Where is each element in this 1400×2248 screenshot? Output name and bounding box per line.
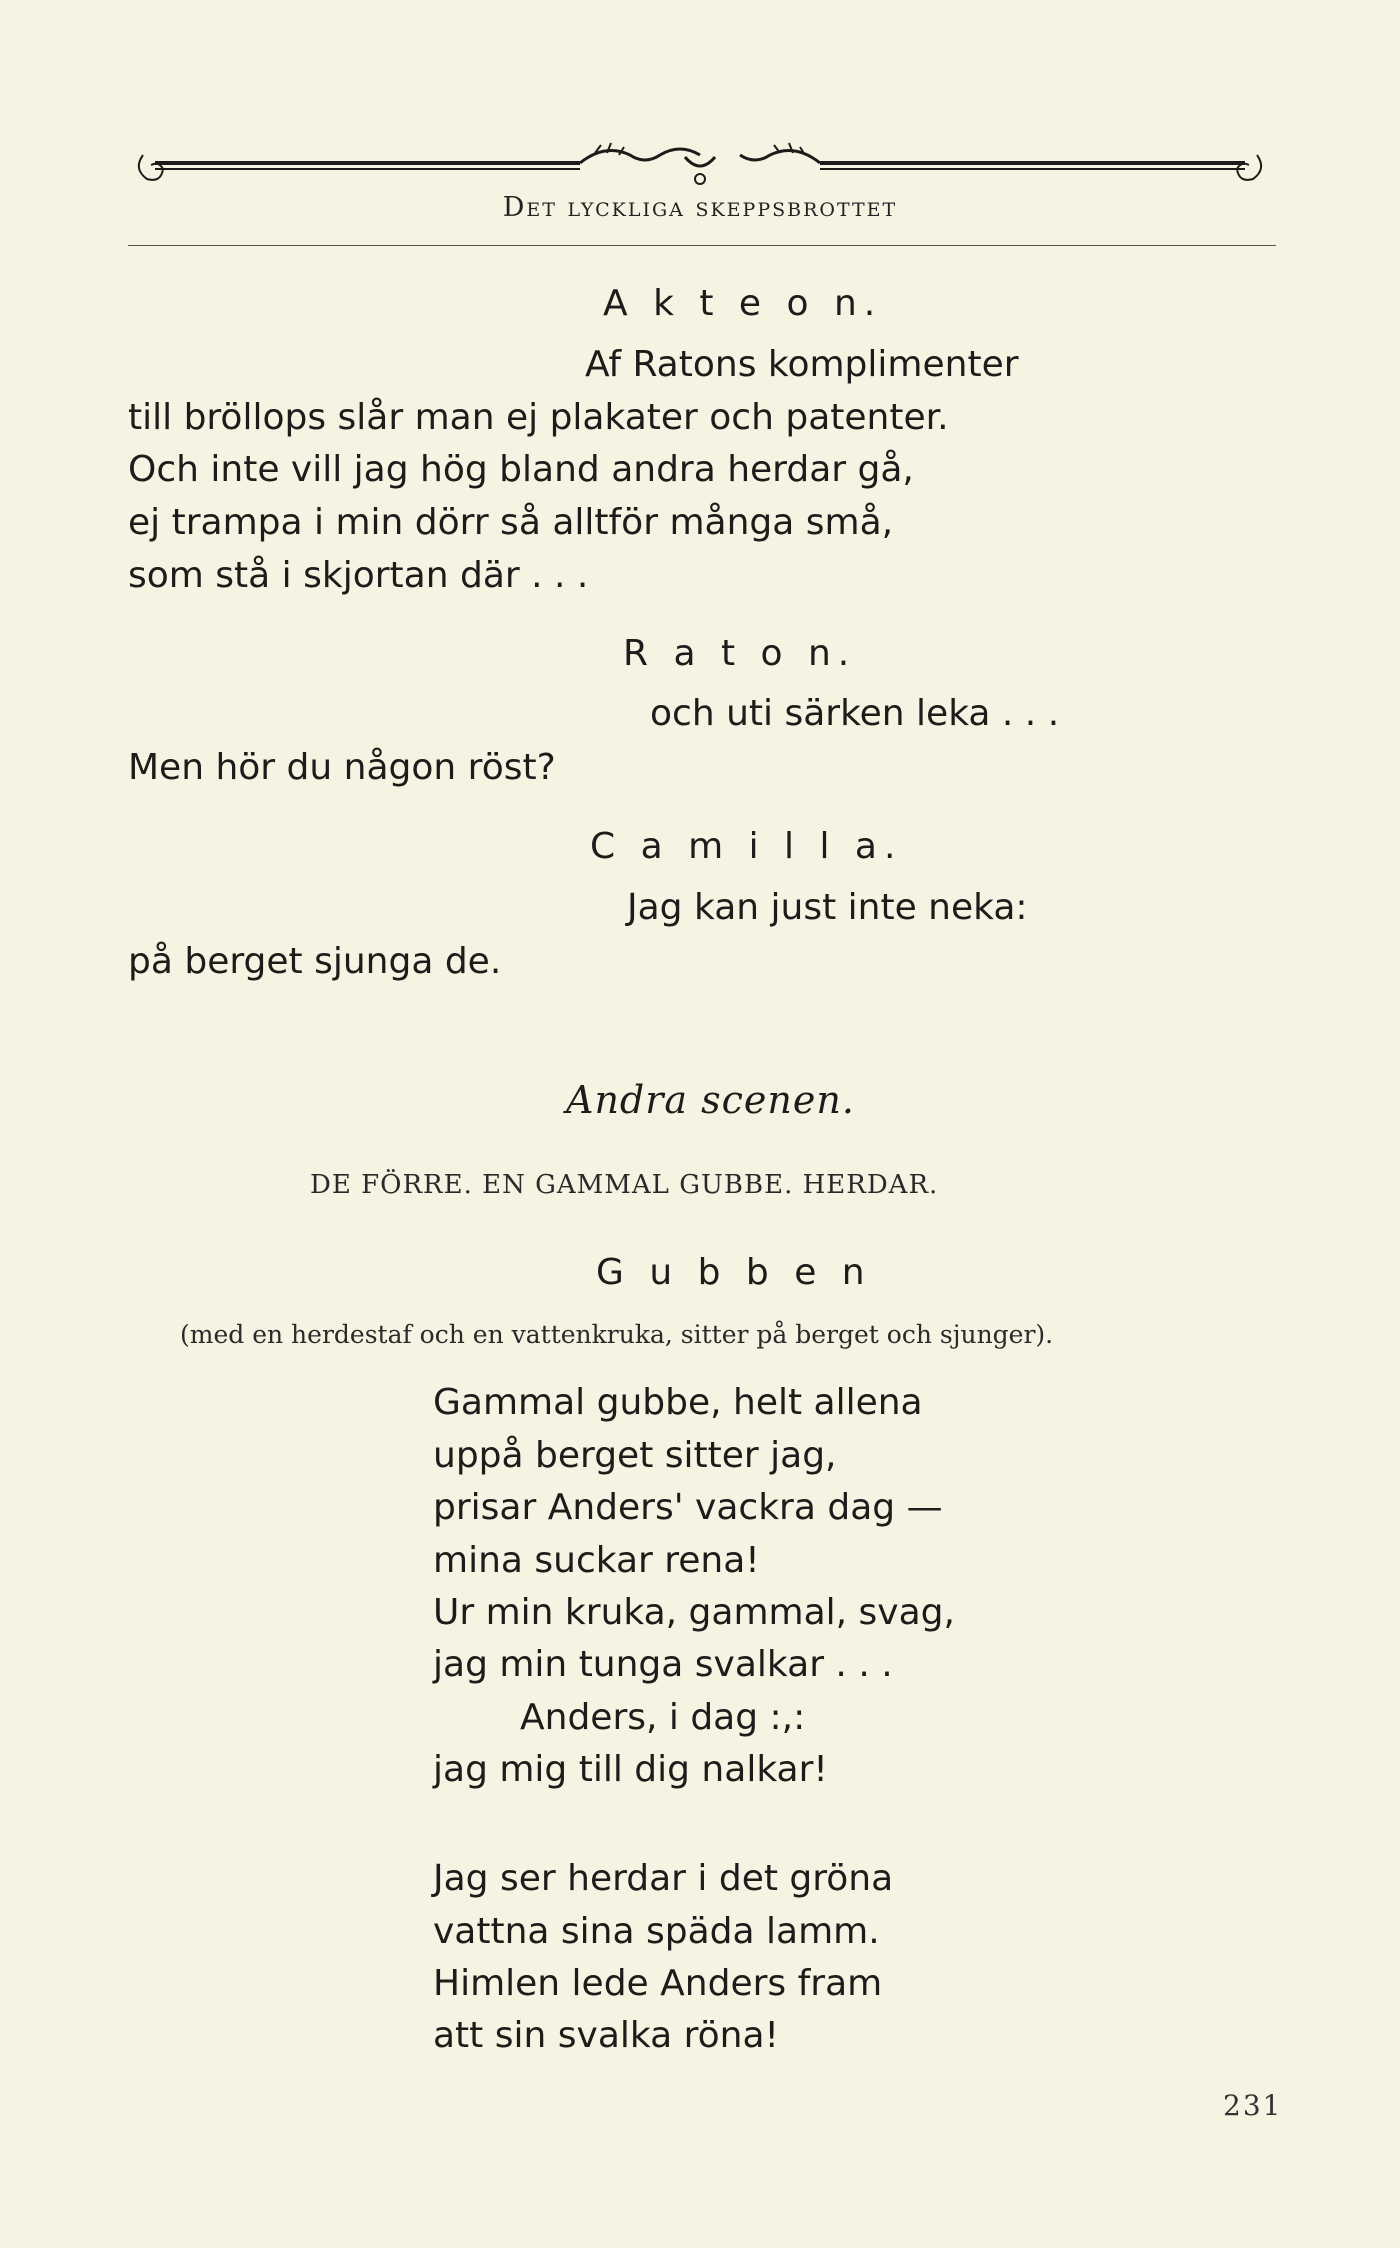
page-number: 231 xyxy=(1223,2089,1283,2122)
verse-line: som stå i skjortan där . . . xyxy=(128,555,589,596)
song-line: Jag ser herdar i det gröna xyxy=(433,1858,894,1899)
song-line: mina suckar rena! xyxy=(433,1540,760,1581)
verse-line: på berget sjunga de. xyxy=(128,941,502,982)
song-line: Himlen lede Anders fram xyxy=(433,1963,883,2004)
header-rule xyxy=(128,245,1276,246)
cast-list: DE FÖRRE. EN GAMMAL GUBBE. HERDAR. xyxy=(310,1170,939,1200)
song-line: vattna sina späda lamm. xyxy=(433,1911,880,1952)
header-ornament xyxy=(125,135,1275,197)
verse-line: och uti särken leka . . . xyxy=(650,693,1060,734)
verse-line: till bröllops slår man ej plakater och patenter. xyxy=(128,397,949,438)
stage-direction: (med en herdestaf och en vattenkruka, sitter på berget och sjunger). xyxy=(180,1320,1054,1349)
song-line: prisar Anders' vackra dag — xyxy=(433,1487,943,1528)
song-line: jag min tunga svalkar . . . xyxy=(433,1644,893,1685)
speaker-raton: R a t o n. xyxy=(623,633,857,674)
song-line: att sin svalka röna! xyxy=(433,2015,779,2056)
verse-line: Af Ratons komplimenter xyxy=(585,344,1019,385)
verse-line: ej trampa i min dörr så alltför många små, xyxy=(128,502,894,543)
verse-line: Jag kan just inte neka: xyxy=(627,887,1028,928)
speaker-akteon: A k t e o n. xyxy=(603,283,883,324)
song-line: Anders, i dag :,: xyxy=(520,1697,806,1738)
speaker-camilla: C a m i l l a. xyxy=(590,826,903,867)
song-line: jag mig till dig nalkar! xyxy=(433,1749,828,1790)
speaker-gubben: G u b b e n xyxy=(596,1252,872,1293)
scene-heading: Andra scenen. xyxy=(566,1078,855,1122)
verse-line: Och inte vill jag hög bland andra herdar gå, xyxy=(128,449,914,490)
running-head: Det lyckliga skeppsbrottet xyxy=(502,192,898,223)
song-line: uppå berget sitter jag, xyxy=(433,1435,837,1476)
verse-line: Men hör du någon röst? xyxy=(128,747,556,788)
song-line: Ur min kruka, gammal, svag, xyxy=(433,1592,955,1633)
song-line: Gammal gubbe, helt allena xyxy=(433,1382,923,1423)
